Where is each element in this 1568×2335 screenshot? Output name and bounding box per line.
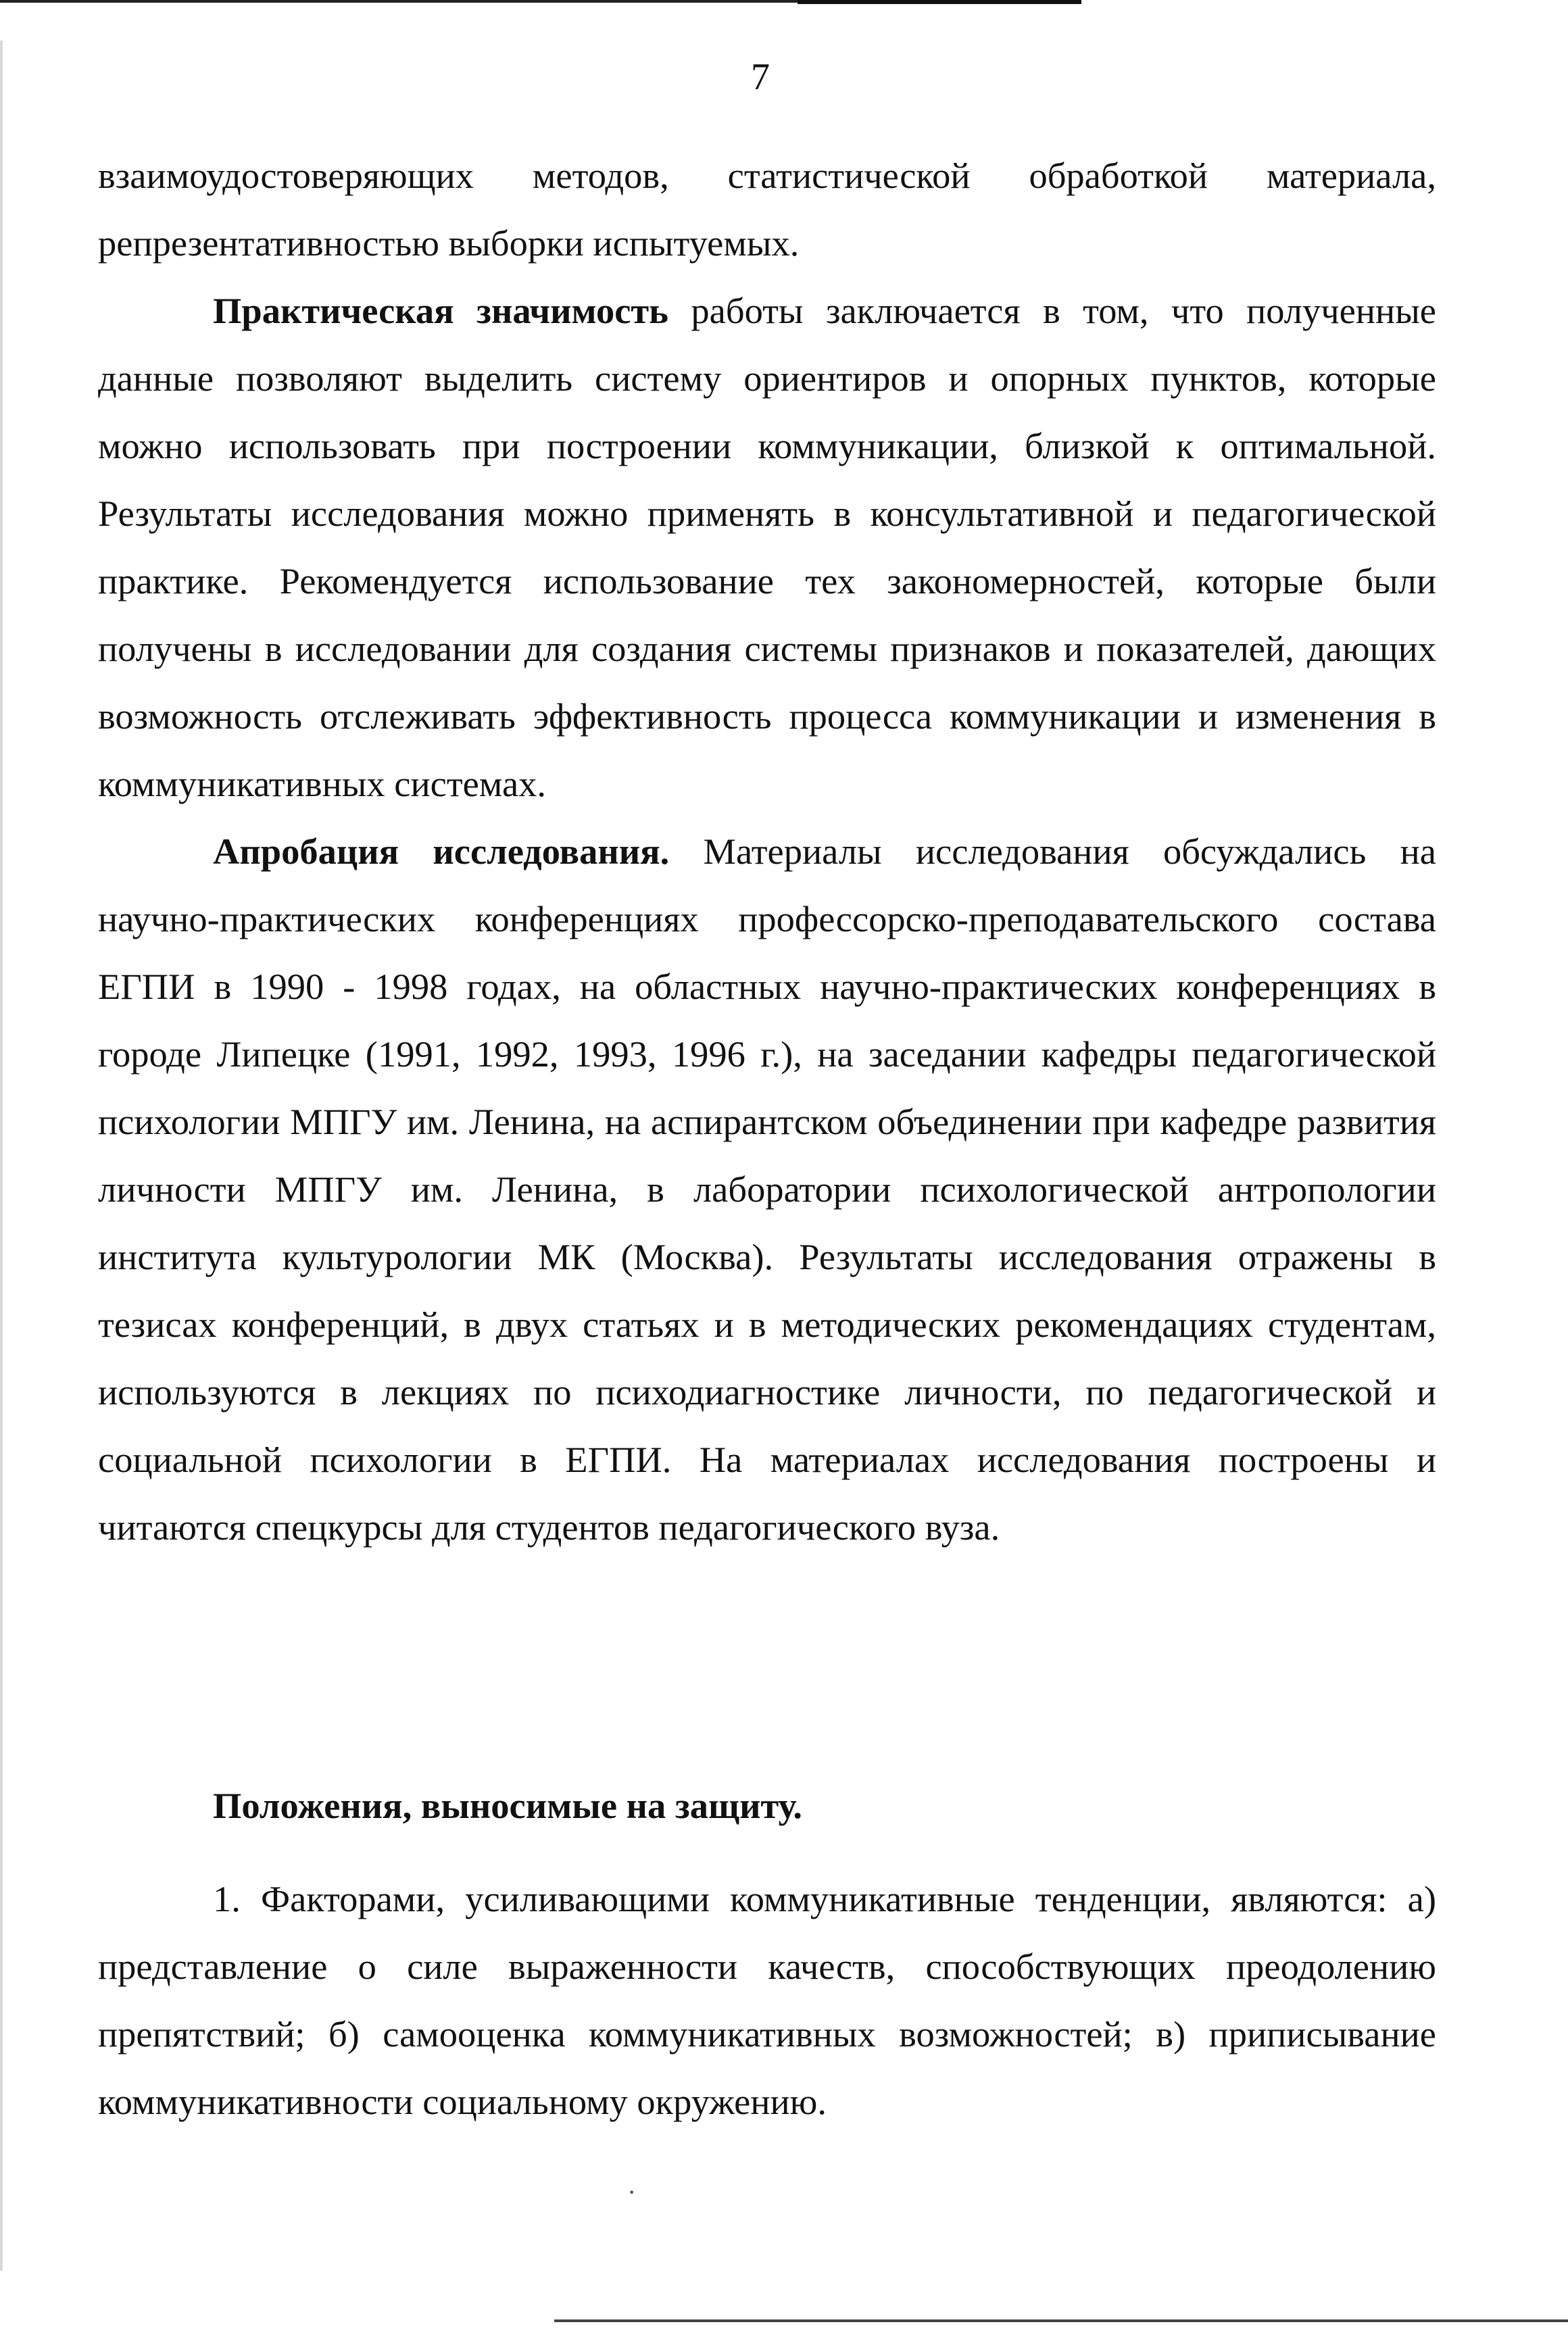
defense-point-1: 1. Факторами, усиливающими коммуникативные тенденции, являются: а) представление о силе выраженности качеств, способствующих преодолению препятствий; б) самооценка коммуникативных возможностей; в) приписывание коммуникативности социальному окружению. xyxy=(98,1878,1436,2122)
scan-edge-top-dark xyxy=(798,0,1081,4)
paragraph-practical-significance xyxy=(98,277,1436,818)
scan-edge-left xyxy=(0,41,3,2271)
scan-edge-bottom xyxy=(554,2319,1568,2322)
scan-artifact-mark: · xyxy=(627,2177,637,2207)
paragraph-continuation: взаимоудостоверяющих методов, статистической обработкой материала, репрезентативностью выборки испытуемых. xyxy=(98,155,1436,264)
approbation-text: Материалы исследования обсуждались на научно-практических конференциях профессорско-преподавательского состава ЕГПИ в 1990 - 1998 годах, на областных научно-практических конференциях в городе Липецке (1991, 1992, 1993, 1996 г.), на заседании кафедры педагогической психологии МПГУ им. Ленина, на аспирантском объединении при кафедре развития личности МПГУ им. Ленина, в лаборатории психологической антропологии института культурологии МК (Москва). Результаты исследования отражены в тезисах конференций, в двух статьях и в методических рекомендациях студентам, используются в лекциях по психодиагностике личности, по педагогической и социальной психологии в ЕГПИ. На материалах исследования построены и читаются спецкурсы для студентов педагогического вуза. xyxy=(98,831,1436,1548)
paragraph-approbation xyxy=(98,818,1436,1561)
page-number: 7 xyxy=(751,56,770,98)
practical-significance-title: Практическая значимость xyxy=(213,290,668,331)
practical-significance-text: работы заключается в том, что полученные данные позволяют выделить систему ориентиров и опорных пунктов, которые можно использовать при построении коммуникации, близкой к оптимальной. Результаты исследования можно применять в консультативной и педагогической практике. Рекомендуется использование тех закономерностей, которые были получены в исследовании для создания системы признаков и показателей, дающих возможность отслеживать эффективность процесса коммуникации и изменения в коммуникативных системах. xyxy=(98,290,1436,804)
approbation-title: Апробация исследования. xyxy=(213,831,670,872)
section-heading: Положения, выносимые на защиту. xyxy=(213,1785,802,1826)
defense-points xyxy=(98,1865,1436,2136)
body-text xyxy=(98,142,1436,1561)
